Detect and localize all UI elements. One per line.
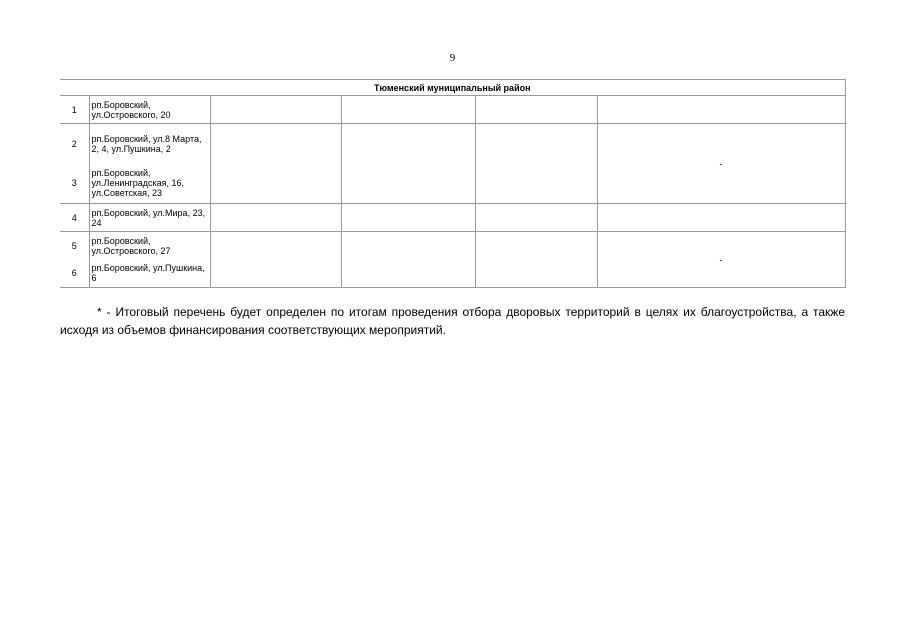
table-row [60, 96, 845, 124]
table-header-row [60, 80, 845, 96]
row-address: рп.Боровский, ул.Островского, 27 [89, 232, 210, 260]
row-number: 5 [60, 232, 89, 260]
district-header: Тюменский муниципальный район [60, 80, 845, 96]
row-number: 6 [60, 260, 89, 288]
merged-cell [210, 124, 341, 204]
merged-mark-cell: - [597, 232, 845, 288]
table-row [60, 204, 845, 232]
merged-cell [341, 124, 475, 204]
empty-cell [597, 96, 845, 124]
row-number: 1 [60, 96, 89, 124]
empty-cell [341, 96, 475, 124]
table-row [60, 232, 845, 260]
merged-cell [210, 232, 341, 288]
empty-cell [475, 96, 597, 124]
empty-cell [597, 204, 845, 232]
footnote: * - Итоговый перечень будет определен по итогам проведения отбора дворовых территорий в целях их благоустройства, а также исходя из объемов финансирования соответствующих мероприятий. [60, 305, 845, 337]
empty-cell [475, 204, 597, 232]
empty-cell [210, 96, 341, 124]
merged-mark-cell: - [597, 124, 845, 204]
merged-cell [341, 232, 475, 288]
merged-cell [475, 124, 597, 204]
row-address: рп.Боровский, ул.Пушкина, 6 [89, 260, 210, 288]
row-number: 3 [60, 164, 89, 204]
row-address: рп.Боровский, ул.8 Марта, 2, 4, ул.Пушкина, 2 [89, 124, 210, 164]
page-number: 9 [449, 52, 456, 64]
row-address: рп.Боровский, ул.Ленинградская, 16, ул.Советская, 23 [89, 164, 210, 204]
merged-cell [475, 232, 597, 288]
empty-cell [341, 204, 475, 232]
row-address: рп.Боровский, ул.Островского, 20 [89, 96, 210, 124]
table-row [60, 124, 845, 164]
row-number: 4 [60, 204, 89, 232]
empty-cell [210, 204, 341, 232]
row-number: 2 [60, 124, 89, 164]
row-address: рп.Боровский, ул.Мира, 23, 24 [89, 204, 210, 232]
territory-table [60, 79, 846, 288]
